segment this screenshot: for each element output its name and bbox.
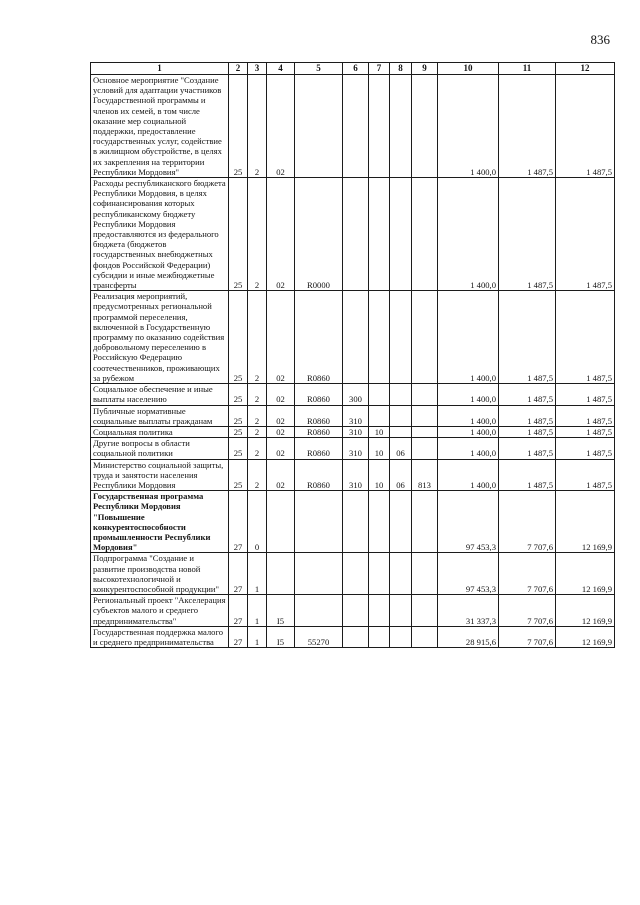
code-cell-4: 02 [267,291,295,384]
amount-cell-10: 1 400,0 [438,459,499,491]
code-cell-8 [390,178,412,291]
column-header-10: 10 [438,63,499,75]
row-description: Региональный проект "Акселерация субъектов малого и среднего предпринимательства" [91,595,229,627]
amount-cell-12: 1 487,5 [556,384,615,405]
table-row [91,178,615,291]
code-cell-4: 02 [267,75,295,178]
amount-cell-10: 1 400,0 [438,178,499,291]
code-cell-3: 2 [248,405,267,426]
code-cell-5 [295,553,343,595]
code-cell-6 [343,553,369,595]
code-cell-9 [412,75,438,178]
row-description: Министерство социальной защиты, труда и занятости населения Республики Мордовия [91,459,229,491]
code-cell-9 [412,426,438,437]
column-header-4: 4 [267,63,295,75]
code-cell-9 [412,438,438,459]
budget-table [90,62,615,648]
column-header-3: 3 [248,63,267,75]
code-cell-7: 10 [369,459,390,491]
amount-cell-10: 1 400,0 [438,426,499,437]
amount-cell-12: 1 487,5 [556,405,615,426]
code-cell-9 [412,491,438,553]
amount-cell-12: 1 487,5 [556,438,615,459]
code-cell-3: 2 [248,178,267,291]
code-cell-4: 02 [267,438,295,459]
amount-cell-10: 1 400,0 [438,438,499,459]
code-cell-6: 310 [343,426,369,437]
amount-cell-10: 97 453,3 [438,491,499,553]
code-cell-7 [369,384,390,405]
table-row [91,491,615,553]
code-cell-3: 2 [248,459,267,491]
code-cell-8 [390,75,412,178]
amount-cell-11: 1 487,5 [499,405,556,426]
amount-cell-10: 28 915,6 [438,626,499,647]
code-cell-4: 02 [267,405,295,426]
code-cell-6 [343,291,369,384]
code-cell-6: 310 [343,459,369,491]
code-cell-7 [369,291,390,384]
code-cell-9 [412,595,438,627]
column-header-5: 5 [295,63,343,75]
code-cell-4: 02 [267,426,295,437]
code-cell-3: 0 [248,491,267,553]
code-cell-7: 10 [369,426,390,437]
code-cell-8 [390,291,412,384]
amount-cell-11: 1 487,5 [499,459,556,491]
code-cell-4 [267,553,295,595]
code-cell-6 [343,178,369,291]
amount-cell-12: 12 169,9 [556,491,615,553]
amount-cell-11: 7 707,6 [499,491,556,553]
code-cell-5: R0000 [295,178,343,291]
code-cell-3: 2 [248,75,267,178]
code-cell-6 [343,595,369,627]
code-cell-2: 25 [229,291,248,384]
code-cell-2: 27 [229,626,248,647]
code-cell-3: 1 [248,595,267,627]
table-row [91,75,615,178]
amount-cell-12: 1 487,5 [556,426,615,437]
amount-cell-12: 12 169,9 [556,595,615,627]
table-row [91,595,615,627]
amount-cell-11: 7 707,6 [499,626,556,647]
row-description: Подпрограмма "Создание и развитие производства новой высокотехнологичной и конкурентоспособной продукции" [91,553,229,595]
code-cell-4: 02 [267,384,295,405]
column-header-1: 1 [91,63,229,75]
column-header-9: 9 [412,63,438,75]
row-description: Реализация мероприятий, предусмотренных региональной программой переселения, включенной в Государственную программу по оказанию содействия добровольному переселению в Российскую Федерацию соотечественников, проживающих за рубежом [91,291,229,384]
amount-cell-10: 1 400,0 [438,291,499,384]
amount-cell-10: 97 453,3 [438,553,499,595]
amount-cell-11: 1 487,5 [499,75,556,178]
code-cell-5: 55270 [295,626,343,647]
amount-cell-12: 12 169,9 [556,553,615,595]
code-cell-6: 300 [343,384,369,405]
code-cell-4: 02 [267,178,295,291]
column-header-11: 11 [499,63,556,75]
code-cell-8 [390,426,412,437]
amount-cell-12: 1 487,5 [556,178,615,291]
code-cell-9 [412,626,438,647]
code-cell-2: 27 [229,553,248,595]
code-cell-9 [412,178,438,291]
amount-cell-11: 1 487,5 [499,178,556,291]
row-description: Расходы республиканского бюджета Республики Мордовия, в целях софинансирования которых республиканскому бюджету Республики Мордовия предоставляются из федерального бюджета (бюджетов государственных внебюджетных фондов Российской Федерации) субсидии и иные межбюджетные трансферты [91,178,229,291]
table-row [91,459,615,491]
code-cell-3: 1 [248,626,267,647]
code-cell-5: R0860 [295,426,343,437]
amount-cell-10: 1 400,0 [438,405,499,426]
column-header-12: 12 [556,63,615,75]
code-cell-3: 2 [248,426,267,437]
table-header-row [91,63,615,75]
amount-cell-12: 12 169,9 [556,626,615,647]
row-description: Социальная политика [91,426,229,437]
code-cell-3: 1 [248,553,267,595]
code-cell-2: 25 [229,459,248,491]
code-cell-2: 27 [229,491,248,553]
code-cell-8: 06 [390,459,412,491]
column-header-6: 6 [343,63,369,75]
amount-cell-12: 1 487,5 [556,75,615,178]
table-row [91,384,615,405]
row-description: Публичные нормативные социальные выплаты гражданам [91,405,229,426]
code-cell-9: 813 [412,459,438,491]
amount-cell-11: 1 487,5 [499,426,556,437]
code-cell-7 [369,75,390,178]
code-cell-4 [267,491,295,553]
code-cell-3: 2 [248,384,267,405]
code-cell-9 [412,384,438,405]
code-cell-5: R0860 [295,291,343,384]
amount-cell-11: 1 487,5 [499,291,556,384]
code-cell-4: I5 [267,595,295,627]
amount-cell-11: 1 487,5 [499,438,556,459]
code-cell-2: 27 [229,595,248,627]
code-cell-6 [343,75,369,178]
row-description: Государственная программа Республики Мордовия "Повышение конкурентоспособности промышленности Республики Мордовия" [91,491,229,553]
code-cell-7 [369,595,390,627]
code-cell-9 [412,553,438,595]
code-cell-2: 25 [229,426,248,437]
row-description: Другие вопросы в области социальной политики [91,438,229,459]
amount-cell-10: 1 400,0 [438,384,499,405]
row-description: Государственная поддержка малого и среднего предпринимательства [91,626,229,647]
code-cell-8 [390,626,412,647]
code-cell-8 [390,384,412,405]
row-description: Основное мероприятие "Создание условий для адаптации участников Государственной программы и членов их семей, в том числе оказание мер социальной поддержки, предоставление государственных услуг, содействие в жилищном обустройстве, в целях их закрепления на территории Республики Мордовия" [91,75,229,178]
code-cell-5 [295,595,343,627]
code-cell-8 [390,491,412,553]
amount-cell-12: 1 487,5 [556,291,615,384]
table-row [91,426,615,437]
amount-cell-10: 1 400,0 [438,75,499,178]
code-cell-5 [295,75,343,178]
column-header-8: 8 [390,63,412,75]
code-cell-5: R0860 [295,384,343,405]
code-cell-7 [369,626,390,647]
code-cell-2: 25 [229,75,248,178]
code-cell-8 [390,405,412,426]
code-cell-2: 25 [229,438,248,459]
amount-cell-11: 7 707,6 [499,595,556,627]
code-cell-3: 2 [248,291,267,384]
code-cell-7: 10 [369,438,390,459]
table-row [91,405,615,426]
code-cell-4: 02 [267,459,295,491]
code-cell-5: R0860 [295,459,343,491]
code-cell-5: R0860 [295,405,343,426]
code-cell-7 [369,405,390,426]
column-header-7: 7 [369,63,390,75]
code-cell-2: 25 [229,384,248,405]
table-row [91,626,615,647]
code-cell-6: 310 [343,405,369,426]
page-number: 836 [590,32,610,47]
code-cell-9 [412,405,438,426]
table-row [91,553,615,595]
code-cell-3: 2 [248,438,267,459]
row-description: Социальное обеспечение и иные выплаты населению [91,384,229,405]
code-cell-8 [390,595,412,627]
code-cell-5 [295,491,343,553]
code-cell-2: 25 [229,405,248,426]
code-cell-6: 310 [343,438,369,459]
code-cell-7 [369,178,390,291]
amount-cell-12: 1 487,5 [556,459,615,491]
code-cell-6 [343,491,369,553]
column-header-2: 2 [229,63,248,75]
code-cell-5: R0860 [295,438,343,459]
code-cell-7 [369,553,390,595]
code-cell-8: 06 [390,438,412,459]
code-cell-9 [412,291,438,384]
amount-cell-11: 7 707,6 [499,553,556,595]
table-body [91,75,615,648]
code-cell-8 [390,553,412,595]
code-cell-4: I5 [267,626,295,647]
code-cell-6 [343,626,369,647]
table-row [91,438,615,459]
code-cell-2: 25 [229,178,248,291]
amount-cell-11: 1 487,5 [499,384,556,405]
amount-cell-10: 31 337,3 [438,595,499,627]
table-row [91,291,615,384]
code-cell-7 [369,491,390,553]
